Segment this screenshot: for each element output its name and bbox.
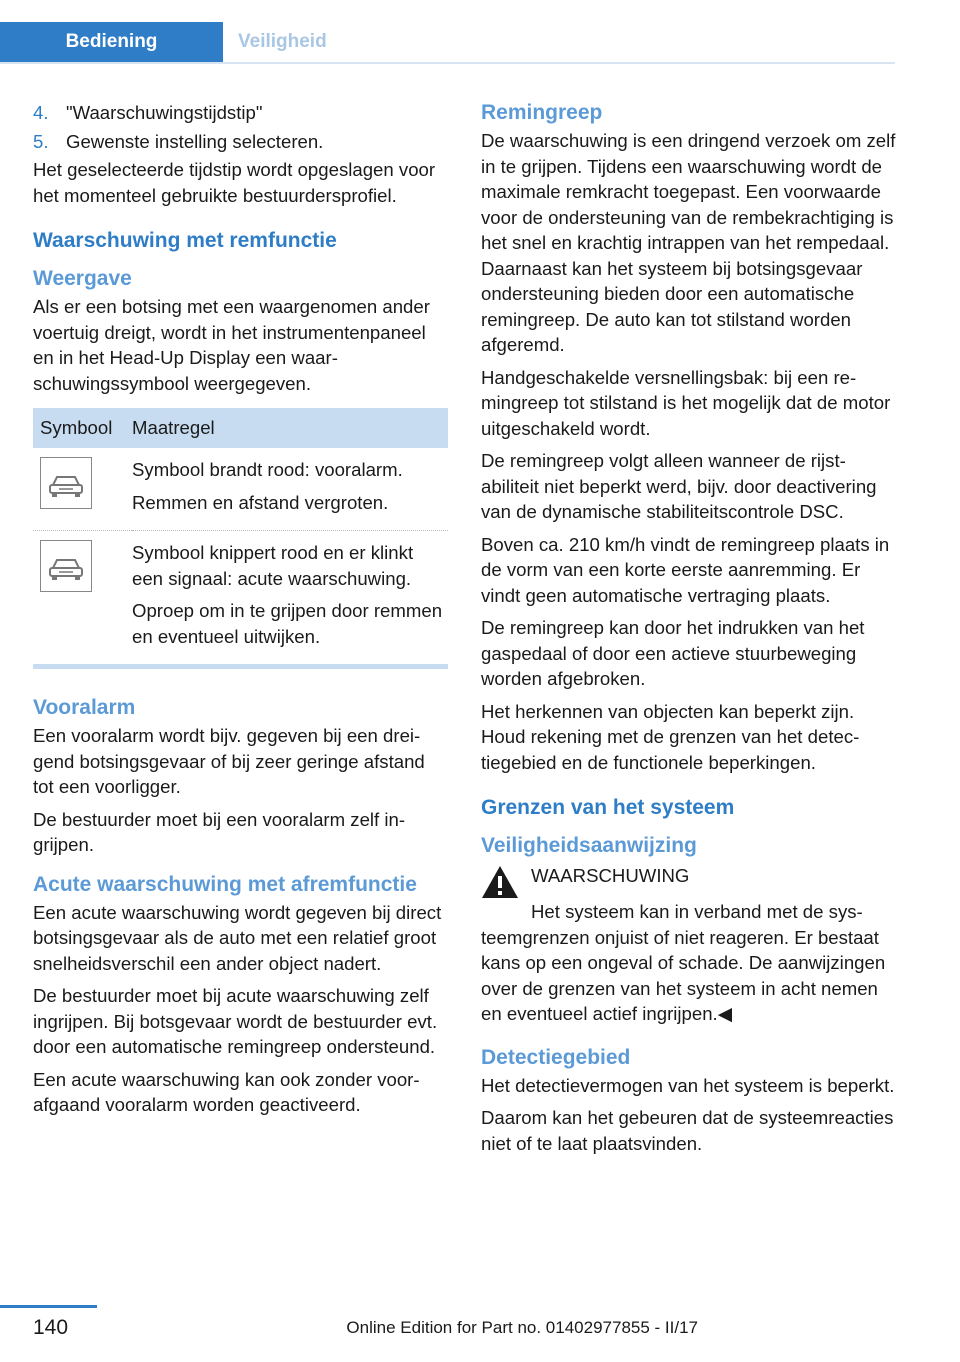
table-text: Oproep om in te grijpen door remmen en eventueel uitwijken. — [132, 600, 443, 647]
paragraph: Een acute waarschuwing kan ook zonder voorafgaand vooralarm worden geactiveerd. — [33, 1068, 420, 1115]
paragraph: Het geselecteerde tijdstip wordt opgeslagen voor het momenteel gebruikte bestuurdersprofiel. — [33, 159, 436, 206]
list-item — [33, 129, 448, 155]
tab-bediening[interactable]: Bediening — [0, 22, 223, 62]
table-row — [33, 531, 448, 665]
right-column — [481, 100, 896, 1163]
table-cell-symbol — [33, 448, 132, 531]
edition-text: Online Edition for Part no. 01402977855 - II/17 — [346, 1318, 698, 1337]
table-bottom-bar — [33, 664, 448, 669]
symbol-table — [33, 408, 448, 664]
paragraph: Boven ca. 210 km/h vindt de remingreep plaats in de vorm van een korte eerste aanremming. Er vindt geen automatische vertraging plaats. — [481, 533, 890, 606]
table-header-maatregel: Maatregel — [132, 408, 448, 448]
subsection-heading: Acute waarschuwing met afremfunctie — [33, 872, 417, 896]
table-cell-measure — [132, 448, 448, 531]
section-heading: Grenzen van het systeem — [481, 796, 735, 819]
paragraph: De bestuurder moet bij acute waarschuwing zelf ingrijpen. Bij botsgevaar wordt de bestuurder evt. door een automatische remingreep ondersteund. — [33, 985, 438, 1057]
paragraph: Het herkennen van objecten kan beperkt zijn. Houd rekening met de grenzen van het detectiegebied en de functionele beperkingen. — [481, 700, 860, 773]
subsection-heading: Veiligheidsaanwijzing — [481, 834, 697, 857]
paragraph: De waarschuwing is een dringend verzoek om zelf in te grijpen. Tijdens een waarschuwing wordt de maximale remkracht toegepast. Een voorwaarde voor de ondersteuning van de rembekrachtiging is het snel en krachtig intrappen van het rempedaal. Daarnaast kan het systeem bij botsingsgevaar ondersteuning bieden door een automatische remingreep. De auto kan tot stilstand worden afgeremd. — [481, 130, 896, 355]
warning-block — [481, 861, 896, 899]
page-number: 140 — [33, 1316, 69, 1339]
left-column — [33, 100, 448, 1125]
table-header-symbool: Symbool — [33, 408, 132, 448]
table-row — [33, 448, 448, 531]
paragraph: De remingreep kan door het indrukken van het gaspedaal of door een actieve stuurbeweging worden afgebroken. — [481, 617, 865, 689]
list-number: 4. — [33, 102, 49, 123]
paragraph: De bestuurder moet bij een vooralarm zelf ingrijpen. — [33, 808, 406, 855]
warning-triangle-icon — [481, 865, 519, 899]
subsection-heading: Weergave — [33, 267, 132, 290]
warning-text: Het systeem kan in verband met de systeemgrenzen onjuist of niet reageren. Er bestaat kans op een ongeval of schade. De aanwijzingen over de grenzen van het systeem in acht nemen en eventueel actief ingrijpen.◀ — [481, 901, 886, 1024]
car-warning-icon — [40, 540, 92, 592]
table-text: Symbool brandt rood: vooralarm. — [132, 459, 403, 480]
table-text: Symbool knippert rood en er klinkt een signaal: acute waarschuwing. — [132, 542, 414, 589]
subsection-heading: Vooralarm — [33, 696, 136, 719]
section-heading: Waarschuwing met remfunctie — [33, 229, 337, 252]
paragraph: Een acute waarschuwing wordt gegeven bij direct botsingsgevaar als de auto met een relatief groot snelheidsverschil een ander object nadert. — [33, 901, 442, 974]
paragraph: Een vooralarm wordt bijv. gegeven bij een dreigend botsingsgevaar of bij zeer geringe afstand tot een voorligger. — [33, 725, 425, 797]
tab-veiligheid[interactable]: Veiligheid — [238, 31, 327, 52]
paragraph: Als er een botsing met een waargenomen ander voertuig dreigt, wordt in het instrumentenpaneel en in het Head-Up Display een waarschuwingssymbool weergegeven. — [33, 296, 430, 394]
paragraph: De remingreep volgt alleen wanneer de rijstabiliteit niet beperkt werd, bijv. door deactivering van de dynamische stabiliteitscontrole DSC. — [481, 450, 877, 522]
table-header-row — [33, 408, 448, 448]
table-cell-measure — [132, 531, 448, 665]
table-text: Remmen en afstand vergroten. — [132, 491, 389, 513]
paragraph: Daarom kan het gebeuren dat de systeemreacties niet of te laat plaatsvinden. — [481, 1107, 894, 1154]
list-text: "Waarschuwingstijdstip" — [66, 102, 263, 123]
table-cell-symbol — [33, 531, 132, 665]
footer-accent-line — [0, 1305, 97, 1308]
header-tabbar — [0, 0, 895, 64]
list-number: 5. — [33, 130, 49, 152]
car-warning-icon — [40, 457, 92, 509]
list-text: Gewenste instelling selecteren. — [66, 130, 324, 152]
paragraph: Het detectievermogen van het systeem is beperkt. — [481, 1074, 895, 1096]
paragraph: Handgeschakelde versnellingsbak: bij een remingreep tot stilstand is het mogelijk dat de motor uitgeschakeld wordt. — [481, 366, 891, 439]
subsection-heading: Detectiegebied — [481, 1045, 631, 1069]
warning-title: WAARSCHUWING — [531, 865, 690, 886]
subsection-heading: Remingreep — [481, 101, 603, 124]
list-item — [33, 100, 448, 126]
